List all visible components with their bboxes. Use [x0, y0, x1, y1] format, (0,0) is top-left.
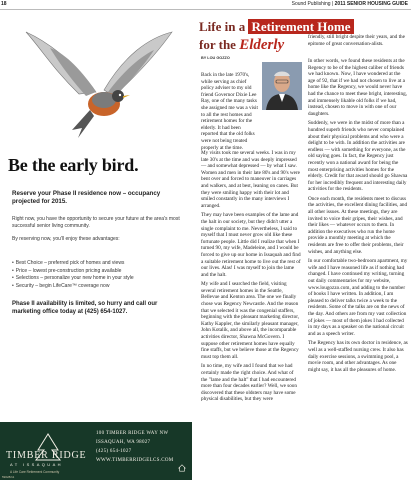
bird-illustration-icon	[24, 30, 174, 150]
paragraph: Back in the late 1970's, while serving as chief policy adviser to my old friend Governor Dixie Lee Ray, one of the many tasks she assigned me was a visit to all the rest homes and retirement homes for the elderly. It had been reported that the old folks were not being treated properly at the time.	[201, 72, 258, 151]
ad-paragraph-1: Right now, you have the opportunity to secure your future at the area's most successful senior living community.	[12, 216, 180, 229]
timber-ridge-advertisement	[0, 10, 192, 480]
equal-housing-icon	[178, 464, 186, 472]
byline: BY LOU GOZZO	[201, 56, 230, 60]
paragraph: In our comfortable two-bedroom apartment, my wife and I have reasoned life as if nothing had changed. I have continued my writing, turning out daily commentaries for my website, www.lougozzo.com, and adding to the number of books I have written. In addition, I am pleased to deliver talks twice a week to the residents. Some of the talks are on the news of the day. And others are from my vast collection of jokes — most of them jokes I had collected in my days as a speaker on the national circuit and as a speech writer.	[308, 258, 408, 337]
publication-line: Sound Publishing | 2011 SENIOR HOUSING GUIDE	[291, 1, 408, 7]
paragraph: They may have been examples of the lame and the halt in our society, but they didn't utter a single complaint to me. Nevertheless, I said to myself that I must never grow old like these fortunate people. Little did I realize that when I turned 90, my wife, Madeleine, and I would be forced to give up our home in Issaquah and find a suitable retirement home to live out the rest of our lives. Alas! I was myself to join the lame and the halt.	[201, 212, 301, 278]
address-city: ISSAQUAH, WA 98027	[96, 440, 151, 445]
article-col-left-top	[201, 72, 259, 154]
contact-block	[96, 429, 174, 465]
address-street: 100 TIMBER RIDGE WAY NW	[96, 431, 169, 436]
article-intro: friendly, still bright despite their years, and the epitome of great conversation-alists.	[308, 34, 405, 47]
list-item: • Price – lowest pre-construction pricing available	[12, 267, 122, 274]
phone-number[interactable]: (425) 654-1027	[96, 449, 132, 454]
ad-call-to-action: Phase II availability is limited, so hurry and call our marketing office today at (425) 654-1027.	[12, 301, 158, 315]
paragraph: In no time, my wife and I found that we had certainly made the right choice. And what of the "lame and the halt" that I had encountered more than four decades earlier? Well, we soon discovered that these oldsters may have some physical disabilities, but they were	[201, 363, 297, 403]
paragraph: My visits took me several weeks. I was in my late 30's at the time and was deeply impressed — and somewhat depressed — by what I saw. Women and men in their late 80's and 90's were bent over and forced to maneuver in carriages and walkers, and at best, leaning on canes. But they were smiling happy with their lot and smiled constantly in the many interviews I arranged.	[201, 150, 300, 209]
brand-name: TIMBER RIDGE	[6, 450, 87, 461]
page-number: 18	[1, 1, 7, 7]
paragraph: The Regency has its own doctor in residence, as well as a well-staffed nursing crew. It also has daily exercise sessions, a swimming pool, a movie room, and other advantages. As one might say, it has all the pleasures of home.	[308, 340, 408, 373]
article-title-line-2: for the Elderly	[199, 37, 285, 53]
ad-body	[0, 10, 192, 422]
website-link[interactable]: WWW.TIMBERRIDGELCS.COM	[96, 458, 174, 463]
section-title: 2011 SENIOR HOUSING GUIDE	[334, 1, 408, 7]
ad-headline: Be the early bird.	[8, 155, 139, 175]
ad-advantages-list	[12, 260, 184, 290]
title-highlight: Retirement Home	[248, 19, 353, 34]
article-title-line-1: Life in a Retirement Home	[199, 20, 354, 34]
list-item: • Security – begin LifeCare™ coverage now	[12, 282, 110, 289]
brand-tagline: AT ISSAQUAH	[10, 462, 63, 467]
title-emphasis: Elderly	[239, 37, 285, 53]
ad-paragraph-2: By reserving now, you'll enjoy these advantages:	[12, 236, 120, 242]
ad-code: 59028/11	[2, 475, 15, 479]
ad-subhead: Reserve your Phase II residence now – occupancy projected for 2015.	[12, 190, 161, 205]
publication-name: Sound Publishing	[291, 1, 331, 7]
article-col-right	[308, 58, 408, 376]
brand-partner: A Life Care Retirement Community	[10, 470, 60, 474]
list-item: • Best Choice – preferred pick of homes and views	[12, 260, 125, 266]
page-header	[0, 0, 411, 10]
ad-footer	[0, 422, 192, 480]
paragraph: In other words, we found these residents at the Regency to be of the highest caliber of friends we had known. Now, I have wondered at the age of 92, that if we had not chosen to live at a home like the Regency, we would never have had the chance to meet these bright, interesting, and immensely likable old folks if we had, instead, chosen to move in with one of our daughters.	[308, 58, 407, 117]
paragraph: Suddenly, we were in the midst of more than a hundred superb friends who never complained about their physical problems and who were a delight to be with. In addition the activities are endless — with something for everyone, as the old saying goes. In fact, the Regency just recently won a national award for being the most enterprising activities homes for the elderly. Credit for that award should go Shawna for her incredibly frequent and interesting daily activities for the residents.	[308, 120, 408, 193]
author-photo	[262, 62, 302, 110]
paragraph: My wife and I searched the field, visiting several retirement homes in the Seattle, Bellevue and Kenton area. The one we finally chose was Regency Newcastle. And the reason that we selected it was the congenial staffers, beginning with the pleasant marketing director, Kathy Kappler, the similarly pleasant manager, John Kotalik, and above all, the incomparable activities director, Shawna McGovern. I suppose other retirement homes have equally fine staffs, but we believe those at the Regency must top them all.	[201, 281, 300, 360]
article	[196, 10, 411, 480]
article-col-left	[201, 150, 301, 406]
paragraph: Once each month, the residents meet to discuss the activities, the excellent dining facilities, and all other issues. At these meetings, they are invited to voice their gripes, their wishes, and their likes — whatever occurs to them. In addition the executives who run the home provide a monthly meeting at which the residents are free to offer their problems, their wishes, and anything else.	[308, 195, 408, 255]
list-item: • Selections – personalize your new home in your style	[12, 275, 134, 282]
